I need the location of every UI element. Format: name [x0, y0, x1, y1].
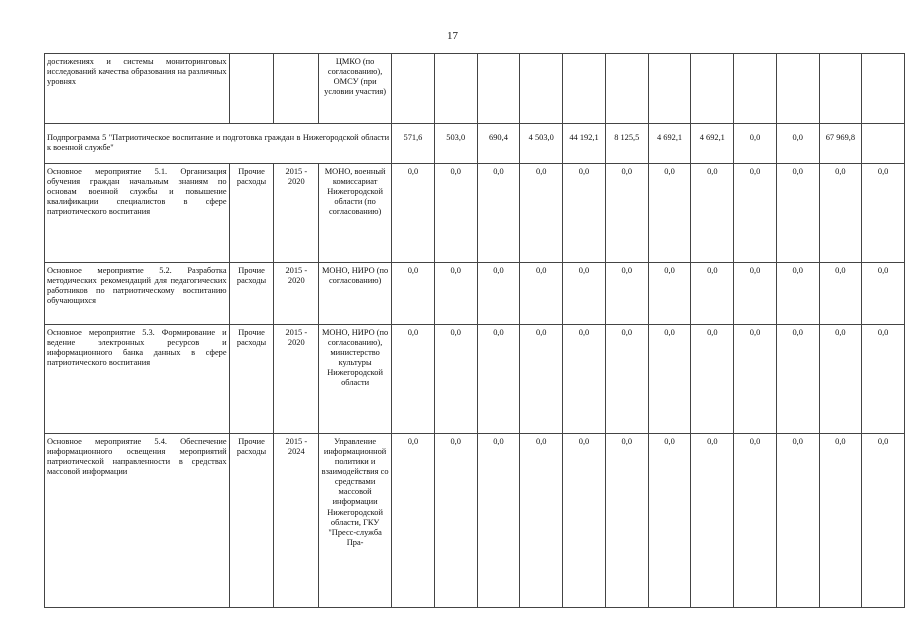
value-cell	[563, 54, 606, 124]
value-cell: 0,0	[776, 434, 819, 608]
executor-cell: МОНО, НИРО (по согласованию), министерство культуры Нижегородской области	[319, 325, 392, 434]
value-cell: 0,0	[819, 434, 862, 608]
value-cell: 0,0	[605, 263, 648, 325]
value-cell: 0,0	[392, 325, 435, 434]
table-row	[45, 434, 905, 608]
value-cell: 0,0	[563, 164, 606, 263]
value-cell	[392, 54, 435, 124]
value-cell	[520, 54, 563, 124]
period-cell: 2015 - 2020	[274, 325, 319, 434]
value-cell: 0,0	[862, 434, 905, 608]
value-cell: 67 969,8	[819, 124, 862, 164]
value-cell: 0,0	[520, 263, 563, 325]
value-cell: 0,0	[477, 434, 520, 608]
period-cell: 2015 - 2024	[274, 434, 319, 608]
value-cell: 0,0	[563, 263, 606, 325]
value-cell: 8 125,5	[605, 124, 648, 164]
value-cell: 0,0	[734, 164, 777, 263]
measure-name-cell: Основное мероприятие 5.4. Обеспечение информационного освещения мероприятий патриотической направленности в средствах массовой информации	[45, 434, 230, 608]
value-cell: 571,6	[392, 124, 435, 164]
value-cell: 0,0	[434, 164, 477, 263]
value-cell: 0,0	[392, 164, 435, 263]
value-cell: 0,0	[691, 164, 734, 263]
value-cell	[477, 54, 520, 124]
table-row	[45, 54, 905, 124]
value-cell: 0,0	[605, 325, 648, 434]
value-cell: 0,0	[563, 434, 606, 608]
value-cell: 0,0	[648, 325, 691, 434]
value-cell: 0,0	[477, 164, 520, 263]
value-cell	[605, 54, 648, 124]
value-cell	[819, 54, 862, 124]
value-cell: 503,0	[434, 124, 477, 164]
value-cell: 0,0	[648, 434, 691, 608]
value-cell: 0,0	[477, 263, 520, 325]
value-cell: 0,0	[691, 325, 734, 434]
value-cell: 4 692,1	[691, 124, 734, 164]
expense-type-cell: Прочие расходы	[229, 434, 274, 608]
value-cell: 0,0	[392, 434, 435, 608]
period-cell: 2015 - 2020	[274, 164, 319, 263]
value-cell: 0,0	[691, 263, 734, 325]
value-cell: 0,0	[648, 263, 691, 325]
value-cell: 0,0	[819, 263, 862, 325]
value-cell	[434, 54, 477, 124]
measure-name-cell: Основное мероприятие 5.1. Организация обучения граждан начальным знаниям по основам военной службы и повышение квалификации специалистов в сфере патриотического воспитания	[45, 164, 230, 263]
period-cell	[274, 54, 319, 124]
value-cell: 0,0	[734, 325, 777, 434]
value-cell: 0,0	[520, 164, 563, 263]
program-table	[44, 53, 905, 608]
value-cell: 4 503,0	[520, 124, 563, 164]
value-cell: 0,0	[734, 124, 777, 164]
page-number: 17	[447, 30, 458, 42]
value-cell: 690,4	[477, 124, 520, 164]
value-cell: 0,0	[862, 263, 905, 325]
value-cell: 0,0	[862, 164, 905, 263]
value-cell	[862, 54, 905, 124]
value-cell: 0,0	[563, 325, 606, 434]
value-cell: 0,0	[819, 325, 862, 434]
value-cell	[862, 124, 905, 164]
value-cell: 0,0	[862, 325, 905, 434]
table-row	[45, 263, 905, 325]
value-cell: 0,0	[434, 434, 477, 608]
value-cell	[776, 54, 819, 124]
value-cell	[648, 54, 691, 124]
measure-name-cell: Основное мероприятие 5.3. Формирование и ведение электронных ресурсов и информационного банка данных в сфере патриотического воспитания	[45, 325, 230, 434]
executor-cell: Управление информационной политики и взаимодействия со средствами массовой информации Нижегородской области, ГКУ "Пресс-служба Пра-	[319, 434, 392, 608]
table-row	[45, 164, 905, 263]
value-cell	[691, 54, 734, 124]
value-cell: 0,0	[734, 263, 777, 325]
value-cell: 0,0	[776, 164, 819, 263]
value-cell	[734, 54, 777, 124]
value-cell: 0,0	[477, 325, 520, 434]
measure-name-cell: Основное мероприятие 5.2. Разработка методических рекомендаций для педагогических работников по патриотическому воспитанию обучающихся	[45, 263, 230, 325]
value-cell: 0,0	[520, 325, 563, 434]
value-cell: 0,0	[605, 434, 648, 608]
executor-cell: МОНО, военный комиссариат Нижегородской области (по согласованию)	[319, 164, 392, 263]
value-cell: 0,0	[776, 263, 819, 325]
value-cell: 0,0	[434, 325, 477, 434]
subprogram-name-cell: Подпрограмма 5 "Патриотическое воспитание и подготовка граждан в Нижегородской области к военной службе"	[45, 124, 392, 164]
subprogram-row	[45, 124, 905, 164]
value-cell: 0,0	[648, 164, 691, 263]
table-row	[45, 325, 905, 434]
value-cell: 0,0	[819, 164, 862, 263]
value-cell: 0,0	[691, 434, 734, 608]
expense-type-cell: Прочие расходы	[229, 263, 274, 325]
value-cell: 0,0	[776, 325, 819, 434]
expense-type-cell	[229, 54, 274, 124]
expense-type-cell: Прочие расходы	[229, 164, 274, 263]
measure-name-cell: достижениях и системы мониторинговых исследований качества образования на различных уровнях	[45, 54, 230, 124]
value-cell: 0,0	[734, 434, 777, 608]
value-cell: 0,0	[434, 263, 477, 325]
value-cell: 4 692,1	[648, 124, 691, 164]
value-cell: 0,0	[520, 434, 563, 608]
period-cell: 2015 - 2020	[274, 263, 319, 325]
value-cell: 0,0	[776, 124, 819, 164]
value-cell: 0,0	[605, 164, 648, 263]
executor-cell: МОНО, НИРО (по согласованию)	[319, 263, 392, 325]
executor-cell: ЦМКО (по согласованию), ОМСУ (при условии участия)	[319, 54, 392, 124]
value-cell: 0,0	[392, 263, 435, 325]
value-cell: 44 192,1	[563, 124, 606, 164]
expense-type-cell: Прочие расходы	[229, 325, 274, 434]
